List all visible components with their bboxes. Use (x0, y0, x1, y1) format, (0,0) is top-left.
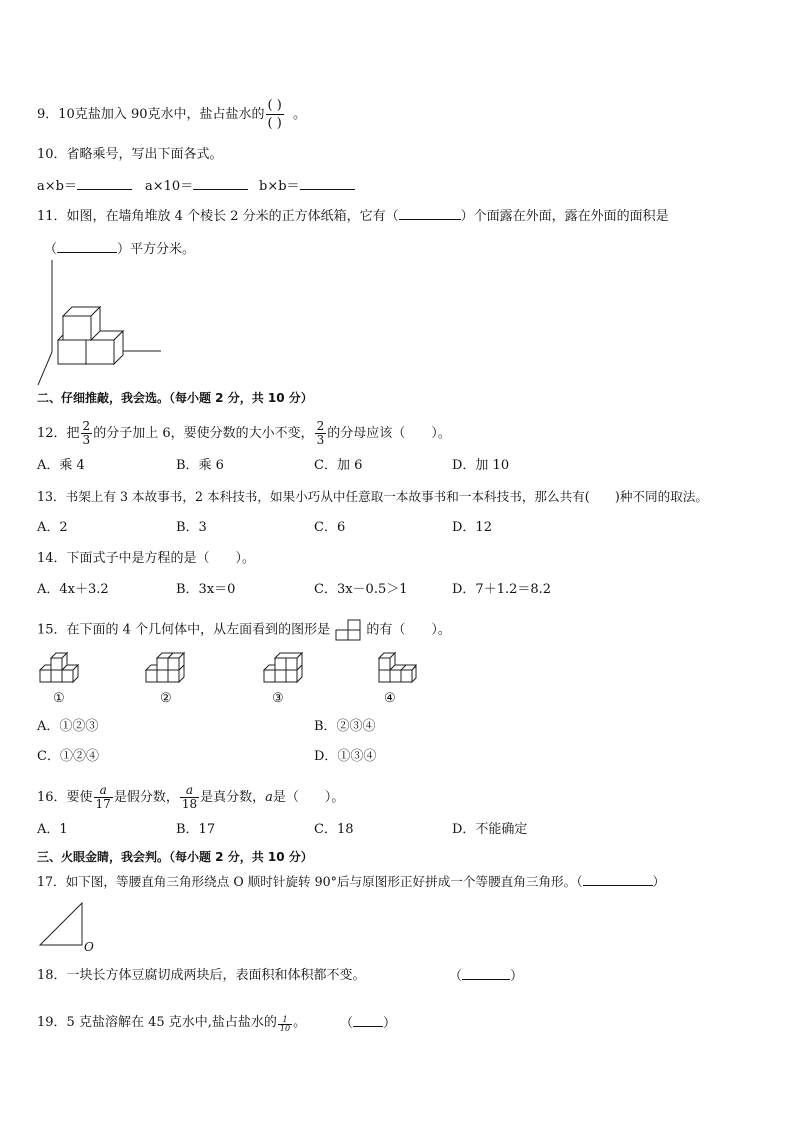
option-a[interactable]: A．①②③ (37, 719, 99, 734)
option-d[interactable]: D．12 (452, 520, 492, 535)
option-a[interactable]: A．乘 4 (37, 458, 85, 473)
left-view-shape-icon (334, 619, 362, 641)
question-12: 12．把 $\frac{2}{3}$ 的分子加上 6，要使分数的大小不变， $\frac{2}{3}$ 的分母应该（ ）。 (37, 419, 451, 447)
answer-blank[interactable] (583, 873, 653, 886)
section-2-heading: 二、仔细推敲，我会选。（每小题 2 分，共 10 分） (37, 391, 313, 405)
answer-blank[interactable] (462, 967, 510, 980)
option-b[interactable]: B．17 (176, 822, 216, 837)
solid-figure-4 (374, 652, 416, 688)
option-c[interactable]: C．①②④ (37, 749, 99, 764)
fraction: $\frac{2}{3}$ (82, 419, 91, 447)
option-b[interactable]: B．3 (176, 520, 207, 535)
question-16: 16．要使 $\frac{a}{17}$ 是假分数， $\frac{a}{18}$ 是真分数，a是（ ）。 (37, 783, 345, 811)
figure-label: ③ (272, 691, 284, 706)
answer-blank[interactable] (57, 240, 117, 253)
answer-paren: （ ） (449, 969, 524, 984)
option-b[interactable]: B．乘 6 (176, 458, 224, 473)
fraction: $\frac{a}{18}$ (181, 783, 198, 811)
question-15: 15．在下面的 4 个几何体中，从左面看到的图形是 的有（ ）。 (37, 619, 451, 641)
question-9: 9．10克盐加入 90克水中，盐占盐水的 $\frac{( )}{( )}$ 。 (37, 98, 307, 131)
question-11: 11．如图，在墙角堆放 4 个棱长 2 分米的正方体纸箱，它有（ ）个面露在外面，露在外面的面积是 (37, 209, 669, 224)
option-a[interactable]: A．4x＋3.2 (37, 582, 109, 597)
solid-figure-1 (38, 652, 84, 688)
option-a[interactable]: A．1 (37, 822, 68, 837)
option-c[interactable]: C．6 (314, 520, 346, 535)
answer-blank[interactable] (353, 1014, 383, 1027)
solid-figure-2 (144, 652, 192, 688)
fraction: $\frac{a}{17}$ (95, 783, 111, 811)
option-c[interactable]: C．加 6 (314, 458, 363, 473)
answer-item: a×10＝ (145, 177, 248, 196)
option-b[interactable]: B．②③④ (314, 719, 376, 734)
option-b[interactable]: B．3x＝0 (176, 582, 236, 597)
fraction: $\frac{2}{3}$ (316, 419, 325, 447)
option-d[interactable]: D．①③④ (314, 749, 377, 764)
question-14: 14．下面式子中是方程的是（ ）。 (37, 551, 256, 566)
answer-blank[interactable] (77, 177, 132, 190)
option-d[interactable]: D．7＋1.2＝8.2 (452, 582, 552, 597)
option-a[interactable]: A．2 (37, 520, 68, 535)
point-o-label: O (84, 940, 94, 954)
answer-blank[interactable] (193, 177, 248, 190)
question-18: 18．一块长方体豆腐切成两块后，表面积和体积都不变。 (37, 968, 366, 983)
option-c[interactable]: C．18 (314, 822, 354, 837)
answer-blank[interactable] (300, 177, 355, 190)
figure-label: ① (53, 691, 65, 706)
question-13: 13．书架上有 3 本故事书，2 本科技书，如果小巧从中任意取一本故事书和一本科技书，那么共有( )种不同的取法。 (37, 489, 708, 504)
section-3-heading: 三、火眼金睛，我会判。（每小题 2 分，共 10 分） (37, 850, 313, 864)
fraction: $\frac{1}{10}$ (279, 1015, 291, 1033)
answer-item: a×b＝ (37, 177, 132, 196)
stacked-cubes-figure (36, 260, 166, 388)
question-10: 10．省略乘号，写出下面各式。 (37, 147, 223, 162)
answer-blank[interactable] (399, 207, 461, 220)
solid-figure-3 (262, 652, 304, 688)
answer-paren: （ ） (340, 1016, 397, 1031)
question-17: 17．如下图，等腰直角三角形绕点 O 顺时针旋转 90°后与原图形正好拼成一个等腰直角三角形。（ ） (37, 874, 666, 889)
answer-item: b×b＝ (259, 177, 355, 196)
fraction: $\frac{( )}{( )}$ (267, 98, 282, 131)
figure-label: ④ (384, 691, 396, 706)
option-d[interactable]: D．不能确定 (452, 822, 528, 837)
question-11-cont: （ ）平方分米。 (44, 242, 196, 257)
option-d[interactable]: D．加 10 (452, 458, 510, 473)
figure-label: ② (160, 691, 172, 706)
question-19: 19．5 克盐溶解在 45 克水中,盐占盐水的 $\frac{1}{10}$ 。 (37, 1015, 307, 1033)
option-c[interactable]: C．3x－0.5＞1 (314, 582, 408, 597)
